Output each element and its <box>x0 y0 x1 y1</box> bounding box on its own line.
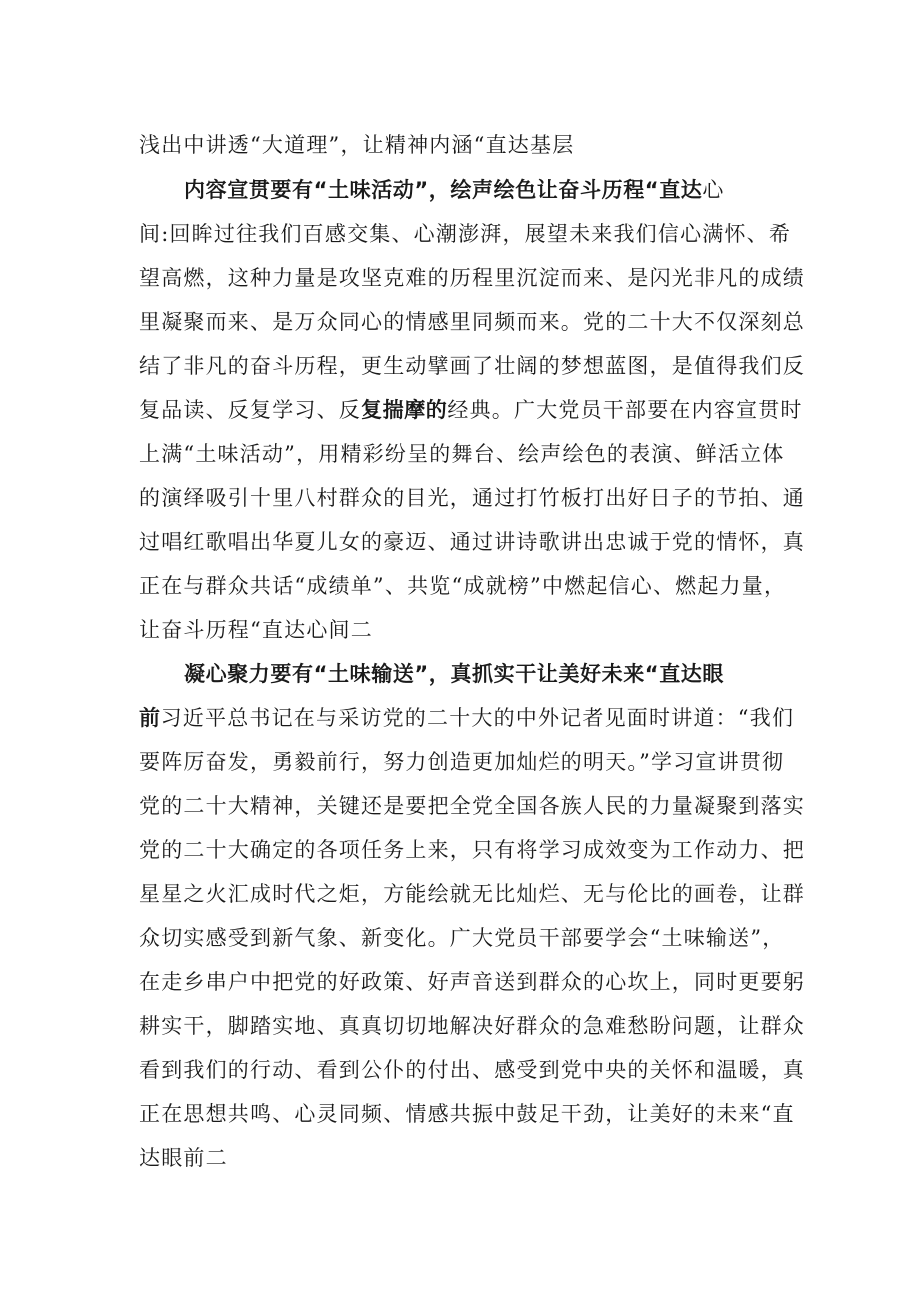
section-3-line-bold: 前 <box>139 706 161 730</box>
section-2-line: 正在与群众共话“成绩单”、共览“成就榜”中燃起信心、燃起力量， <box>139 574 787 598</box>
section-3-line: 看到我们的行动、看到公仆的付出、感受到党中央的关怀和温暖，真 <box>139 1058 805 1082</box>
section-2-line: 过唱红歌唱出华夏儿女的豪迈、通过讲诗歌讲出忠诚于党的情怀，真 <box>139 530 805 554</box>
section-2-line <box>139 397 803 423</box>
section-2-line-bold: 复揣摩的 <box>361 398 448 422</box>
section-3-line: 星星之火汇成时代之炬，方能绘就无比灿烂、无与伦比的画卷，让群 <box>139 882 805 906</box>
intro-line: 浅出中讲透“大道理”，让精神内涵“直达基层 <box>139 133 575 157</box>
section-3-line: 达眼前二 <box>139 1146 228 1170</box>
section-3-heading <box>184 661 724 687</box>
section-2-line: 上满“土味活动”，用精彩纷呈的舞台、绘声绘色的表演、鲜活立体 <box>139 442 785 466</box>
section-2-line: 让奋斗历程“直达心间二 <box>139 618 373 642</box>
section-2-line: 间:回眸过往我们百感交集、心潮澎湃，展望未来我们信心满怀、希 <box>139 222 792 246</box>
section-3-line: 党的二十大精神，关键还是要把全党全国各族人民的力量凝聚到落实 <box>139 794 805 818</box>
section-2-line-pre: 复品读、反复学习、反 <box>139 398 361 422</box>
section-2-line-post: 经典。广大党员干部要在内容宣贯时 <box>447 398 803 422</box>
section-2-line: 里凝聚而来、是万众同心的情感里同频而来。党的二十大不仅深刻总 <box>139 310 805 334</box>
section-2-line: 结了非凡的奋斗历程，更生动擘画了壮阔的梦想蓝图，是值得我们反 <box>139 354 805 378</box>
section-3-line-rest: 习近平总书记在与采访党的二十大的中外记者见面时讲道：“我们 <box>160 706 795 730</box>
section-2-line: 的演绎吸引十里八村群众的目光，通过打竹板打出好日子的节拍、通 <box>139 486 805 510</box>
section-2-heading <box>184 177 725 203</box>
section-3-heading-bold: 凝心聚力要有“土味输送”，真抓实干让美好未来“直达眼 <box>184 662 725 686</box>
section-3-line: 正在思想共鸣、心灵同频、情感共振中鼓足干劲，让美好的未来“直 <box>139 1102 795 1126</box>
section-3-line: 要阵厉奋发，勇毅前行，努力创造更加灿烂的明天。”学习宣讲贯彻 <box>139 750 785 774</box>
section-2-heading-bold: 内容宣贯要有“土味活动”，绘声绘色让奋斗历程“直达 <box>184 178 703 202</box>
section-3-line: 众切实感受到新气象、新变化。广大党员干部要学会“土味输送”， <box>139 926 785 950</box>
section-3-line <box>139 705 794 731</box>
section-2-line: 望高燃，这种力量是攻坚克难的历程里沉淀而来、是闪光非凡的成绩 <box>139 266 805 290</box>
section-3-line: 耕实干，脚踏实地、真真切切地解决好群众的急难愁盼问题，让群众 <box>139 1014 805 1038</box>
section-3-line: 党的二十大确定的各项任务上来，只有将学习成效变为工作动力、把 <box>139 838 805 862</box>
section-2-heading-tail: 心 <box>702 178 725 202</box>
section-3-line: 在走乡串户中把党的好政策、好声音送到群众的心坎上，同时更要躬 <box>139 970 805 994</box>
